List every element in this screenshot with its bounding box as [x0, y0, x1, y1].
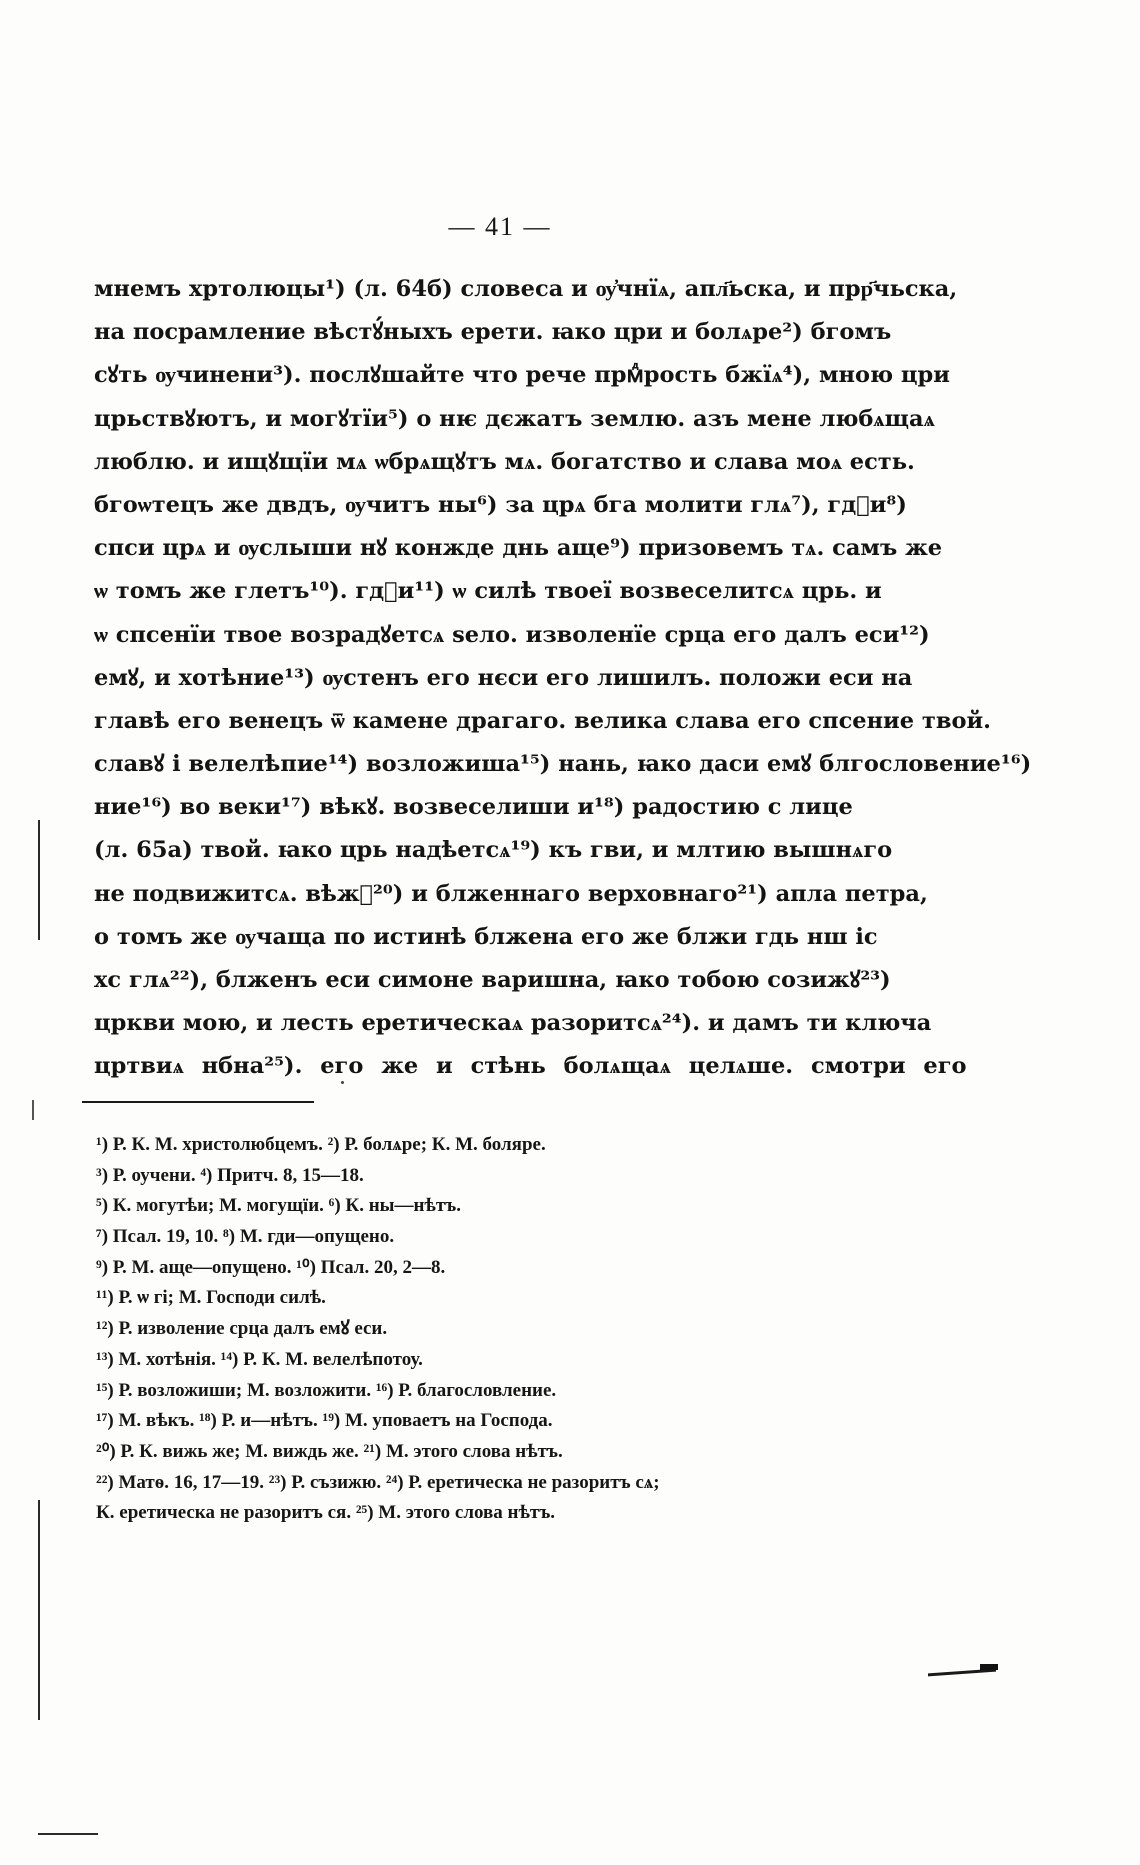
footnotes-block — [96, 1130, 826, 1529]
text-line: главѣ его венецъ ѿ камене драгаго. велика слава его спсение твой. — [94, 707, 991, 734]
footnote-line: ¹⁷) М. вѣкъ. ¹⁸) Р. и—нѣтъ. ¹⁹) М. уповаетъ на Господа. — [96, 1410, 553, 1432]
text-line: ние¹⁶) во веки¹⁷) вѣкꙋ. возвеселиши и¹⁸) радостию с лице — [94, 794, 853, 821]
text-line: хс глѧ²²), блженъ еси симоне варишна, ꙗко тобою созижꙋ²³) — [94, 967, 891, 993]
footnote-line: ⁵) К. могутѣи; М. могущїи. ⁶) К. ны—нѣтъ. — [96, 1195, 461, 1217]
scan-speck — [341, 1081, 344, 1084]
footnote-line: К. еретическа не разоритъ ся. ²⁵) М. этого слова нѣтъ. — [96, 1502, 556, 1524]
text-line: цркви мою, и лесть еретическаѧ разоритсѧ²⁴). и дамъ ти ключа — [94, 1010, 932, 1037]
footnote-line: ¹³) М. хотѣнія. ¹⁴) Р. К. М. велелѣпотоу. — [96, 1348, 423, 1370]
text-line: ѡ спсенїи твое возрадꙋетсѧ ѕело. изволенїе срца его далъ еси¹²) — [94, 621, 930, 648]
text-line: (л. 65а) твой. ꙗко црь надѣетсѧ¹⁹) къ гви, и млтию вышнѧго — [94, 837, 893, 864]
scan-edge-mark — [38, 1833, 98, 1835]
text-line: ѡ томъ же глетъ¹⁰). гдⷭи¹¹) ѡ силѣ твоеї возвеселитсѧ црь. и — [94, 578, 882, 605]
scan-edge-mark — [38, 820, 40, 940]
footnote-line: ¹⁵) Р. возложиши; М. возложити. ¹⁶) Р. благословление. — [96, 1379, 557, 1401]
page-number: — 41 — — [448, 212, 552, 241]
footnote-line: ²²) Матѳ. 16, 17—19. ²³) Р. съзижю. ²⁴) Р. еретическа не разоритъ сѧ; — [96, 1471, 660, 1493]
text-line: сꙋть ѹчинени³). послꙋшайте что рече прмⷣрость бжїѧ⁴), мною цри — [94, 362, 950, 389]
main-text-block — [94, 268, 1032, 1089]
text-line: люблю. и ищꙋщїи мѧ ѡбрѧщꙋтъ мѧ. богатство и слава моѧ есть. — [94, 448, 915, 475]
footnote-line: ⁷) Псал. 19, 10. ⁸) М. гди—опущено. — [96, 1226, 395, 1248]
scan-edge-mark — [38, 1500, 40, 1720]
text-line: не подвижитсѧ. вѣжⷣ²⁰) и блженнаго верховнаго²¹) апла петра, — [94, 880, 928, 907]
footnote-line: ¹¹) Р. ѡ гі; М. Господи силѣ. — [96, 1287, 326, 1309]
text-line: спси црѧ и ѹслыши нꙋ конжде днь аще⁹) призовемъ тѧ. самъ же — [94, 535, 943, 562]
text-line: црьствꙋютъ, и могꙋтїи⁵) о нѥ дєжатъ землю. азъ мене любѧщаѧ — [94, 405, 935, 432]
text-line: цртвиѧ нбна²⁵). его же и стѣнь болѧщаѧ целѧше. смотри его — [94, 1053, 967, 1080]
footnote-line: ⁹) Р. М. аще—опущено. ¹⁰) Псал. 20, 2—8. — [96, 1256, 446, 1278]
text-line: мнемъ хртолюцы¹) (л. 64б) словеса и ѹ҆чнїѧ, апл҃ьска, и прр҃чьска, — [94, 276, 958, 302]
text-line: бгоѡтецъ же двдъ, ѹчитъ ны⁶) за црѧ бга молити глѧ⁷), гдⷭи⁸) — [94, 491, 907, 518]
text-line: на посрамление вѣстꙋ́ныхъ ерети. ꙗко цри и болѧре²) бгомъ — [94, 319, 892, 346]
footnote-line: ¹²) Р. изволение срца далъ емꙋ еси. — [96, 1318, 388, 1340]
footnote-line: ²⁰) Р. К. вижь же; М. виждь же. ²¹) М. этого слова нѣтъ. — [96, 1440, 563, 1462]
scan-margin-mark — [980, 1664, 998, 1670]
footnote-line: ³) Р. оучени. ⁴) Притч. 8, 15—18. — [96, 1164, 364, 1186]
footnote-divider — [82, 1101, 314, 1103]
text-line: о томъ же ѹчаща по истинѣ блжена его же блжи гдь нш ic — [94, 923, 878, 950]
text-line: славꙋ і велелѣпие¹⁴) возложиша¹⁵) нань, ꙗко даси емꙋ блгословение¹⁶) — [94, 751, 1032, 778]
scan-edge-mark — [32, 1100, 34, 1120]
text-line: емꙋ, и хотѣние¹³) ѹстенъ его нєси его лишилъ. положи еси на — [94, 664, 913, 691]
footnote-line: ¹) Р. К. М. христолюбцемъ. ²) Р. болѧре; К. М. боляре. — [96, 1134, 546, 1155]
